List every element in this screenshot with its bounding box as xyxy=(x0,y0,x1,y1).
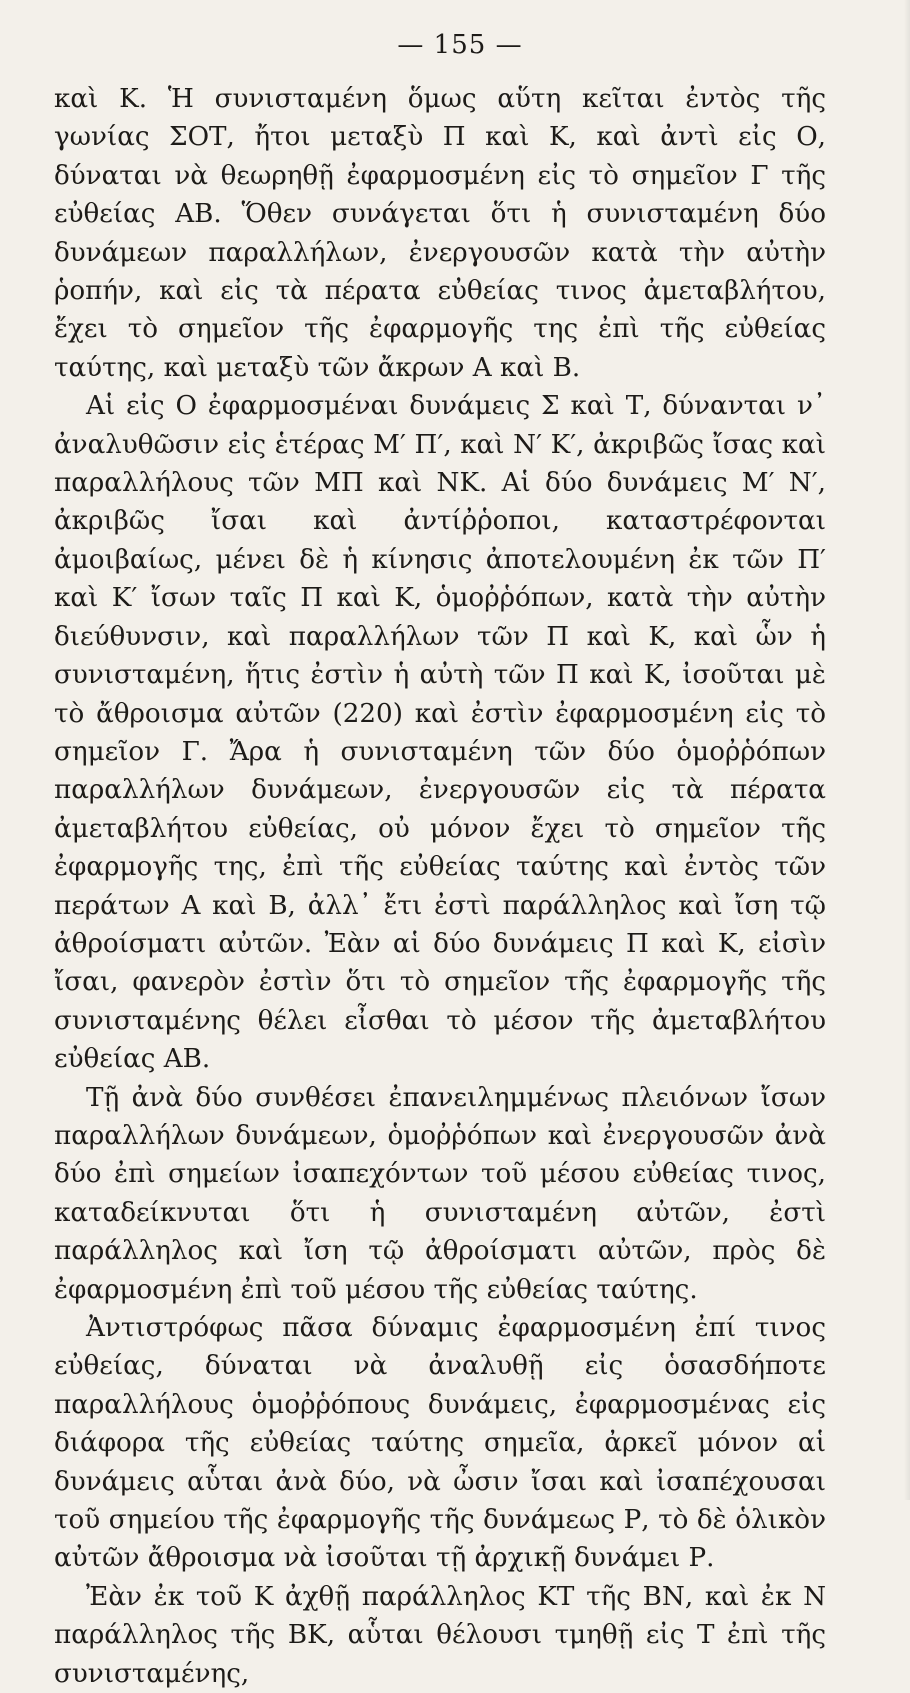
paragraph-2: Αἱ εἰς Ο ἐφαρμοσμέναι δυνάμεις Σ καὶ Τ, δύνανται ν᾽ ἀναλυθῶσιν εἰς ἑτέρας Μ′ Π′, καὶ Ν′ Κ′, ἀκριβῶς ἴσας καὶ παραλλήλους τῶν ΜΠ καὶ ΝΚ. Αἱ δύο δυνάμεις Μ′ Ν′, ἀκριβῶς ἴσαι καὶ ἀντίῤῥοποι, καταστρέφονται ἀμοιβαίως, μένει δὲ ἡ κίνησις ἀποτελουμένη ἐκ τῶν Π′ καὶ Κ′ ἴσων ταῖς Π καὶ Κ, ὁμοῤῥόπων, κατὰ τὴν αὐτὴν διεύθυνσιν, καὶ παραλλήλων τῶν Π καὶ Κ, καὶ ὧν ἡ συνισταμένη, ἥτις ἐστὶν ἡ αὐτὴ τῶν Π καὶ Κ, ἰσοῦται μὲ τὸ ἄθροισμα αὐτῶν (220) καὶ ἐστὶν ἐφαρμοσμένη εἰς τὸ σημεῖον Γ. Ἄρα ἡ συνισταμένη τῶν δύο ὁμοῤῥόπων παραλλήλων δυνάμεων, ἐνεργουσῶν εἰς τὰ πέρατα ἀμεταβλήτου εὐθείας, οὐ μόνον ἔχει τὸ σημεῖον τῆς ἐφαρμογῆς της, ἐπὶ τῆς εὐθείας ταύτης καὶ ἐντὸς τῶν περάτων Α καὶ Β, ἀλλ᾽ ἔτι ἐστὶ παράλληλος καὶ ἴση τῷ ἀθροίσματι αὐτῶν. Ἐὰν αἱ δύο δυνάμεις Π καὶ Κ, εἰσὶν ἴσαι, φανερὸν ἐστὶν ὅτι τὸ σημεῖον τῆς ἐφαρμογῆς τῆς συνισταμένης θέλει εἶσθαι τὸ μέσον τῆς ἀμεταβλήτου εὐθείας ΑΒ. xyxy=(54,391,826,1075)
paragraph-5: Ἐὰν ἐκ τοῦ Κ ἀχθῇ παράλληλος ΚΤ τῆς ΒΝ, καὶ ἐκ Ν παράλληλος τῆς ΒΚ, αὗται θέλουσι τμηθῇ εἰς Τ ἐπὶ τῆς συνισταμένης, xyxy=(54,1581,826,1689)
paragraph-1: καὶ Κ. Ἡ συνισταμένη ὅμως αὕτη κεῖται ἐντὸς τῆς γωνίας ΣΟΤ, ἤτοι μεταξὺ Π καὶ Κ, καὶ ἀντὶ εἰς Ο, δύναται νὰ θεωρηθῇ ἐφαρμοσμένη εἰς τὸ σημεῖον Γ τῆς εὐθείας ΑΒ. Ὅθεν συνάγεται ὅτι ἡ συνισταμένη δύο δυνάμεων παραλλήλων, ἐνεργουσῶν κατὰ τὴν αὐτὴν ῥοπήν, καὶ εἰς τὰ πέρατα εὐθείας τινος ἀμεταβλήτου, ἔχει τὸ σημεῖον τῆς ἐφαρμογῆς της ἐπὶ τῆς εὐθείας ταύτης, καὶ μεταξὺ τῶν ἄκρων Α καὶ Β. xyxy=(54,84,826,383)
page-body xyxy=(54,80,826,1693)
paragraph-3: Τῇ ἀνὰ δύο συνθέσει ἐπανειλημμένως πλειόνων ἴσων παραλλήλων δυνάμεων, ὁμοῤῥόπων καὶ ἐνεργουσῶν ἀνὰ δύο ἐπὶ σημείων ἰσαπεχόντων τοῦ μέσου εὐθείας τινος, καταδείκνυται ὅτι ἡ συνισταμένη αὐτῶν, ἐστὶ παράλληλος καὶ ἴση τῷ ἀθροίσματι αὐτῶν, πρὸς δὲ ἐφαρμοσμένη ἐπὶ τοῦ μέσου τῆς εὐθείας ταύτης. xyxy=(54,1082,826,1305)
paragraph-4: Ἀντιστρόφως πᾶσα δύναμις ἐφαρμοσμένη ἐπί τινος εὐθείας, δύναται νὰ ἀναλυθῇ εἰς ὁσασδήποτε παραλλήλους ὁμοῤῥόπους δυνάμεις, ἐφαρμοσμένας εἰς διάφορα τῆς εὐθείας ταύτης σημεῖα, ἀρκεῖ μόνον αἱ δυνάμεις αὗται ἀνὰ δύο, νὰ ὦσιν ἴσαι καὶ ἰσαπέχουσαι τοῦ σημείου τῆς ἐφαρμογῆς τῆς δυνάμεως Ρ, τὸ δὲ ὁλικὸν αὐτῶν ἄθροισμα νὰ ἰσοῦται τῇ ἀρχικῇ δυνάμει Ρ. xyxy=(54,1313,826,1574)
page-number: — 155 — xyxy=(397,30,523,60)
